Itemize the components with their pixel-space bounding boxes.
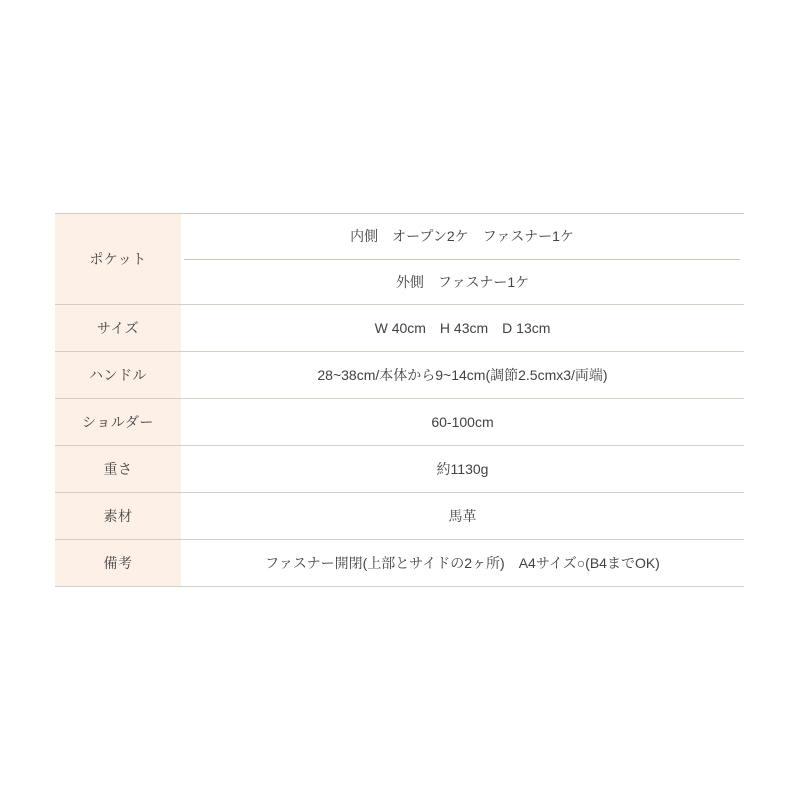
spec-label-pocket: ポケット [55, 214, 181, 304]
spec-row-weight [55, 446, 744, 493]
spec-label-shoulder: ショルダー [55, 399, 181, 445]
spec-row-pocket [55, 214, 744, 305]
spec-label-size: サイズ [55, 305, 181, 351]
spec-row-material [55, 493, 744, 540]
spec-row-size [55, 305, 744, 352]
spec-label-handle: ハンドル [55, 352, 181, 398]
spec-value-pocket-outer: 外側 ファスナー1ケ [395, 273, 530, 290]
spec-value-weight: 約1130g [181, 446, 744, 492]
spec-row-handle [55, 352, 744, 399]
spec-label-material: 素材 [55, 493, 181, 539]
spec-label-weight: 重さ [55, 446, 181, 492]
spec-value-size: W 40cm H 43cm D 13cm [181, 305, 744, 351]
spec-value-shoulder: 60-100cm [181, 399, 744, 445]
spec-value-notes: ファスナー開閉(上部とサイドの2ヶ所) A4サイズ○(B4までOK) [181, 540, 744, 586]
spec-row-shoulder [55, 399, 744, 446]
product-spec-table [55, 213, 744, 587]
spec-value-handle: 28~38cm/本体から9~14cm(調節2.5cmx3/両端) [181, 352, 744, 398]
pocket-value-stack [181, 214, 744, 304]
spec-label-notes: 備考 [55, 540, 181, 586]
spec-row-notes [55, 540, 744, 587]
spec-value-material: 馬革 [181, 493, 744, 539]
spec-value-pocket-inner: 内側 オープン2ケ ファスナー1ケ [184, 214, 740, 260]
